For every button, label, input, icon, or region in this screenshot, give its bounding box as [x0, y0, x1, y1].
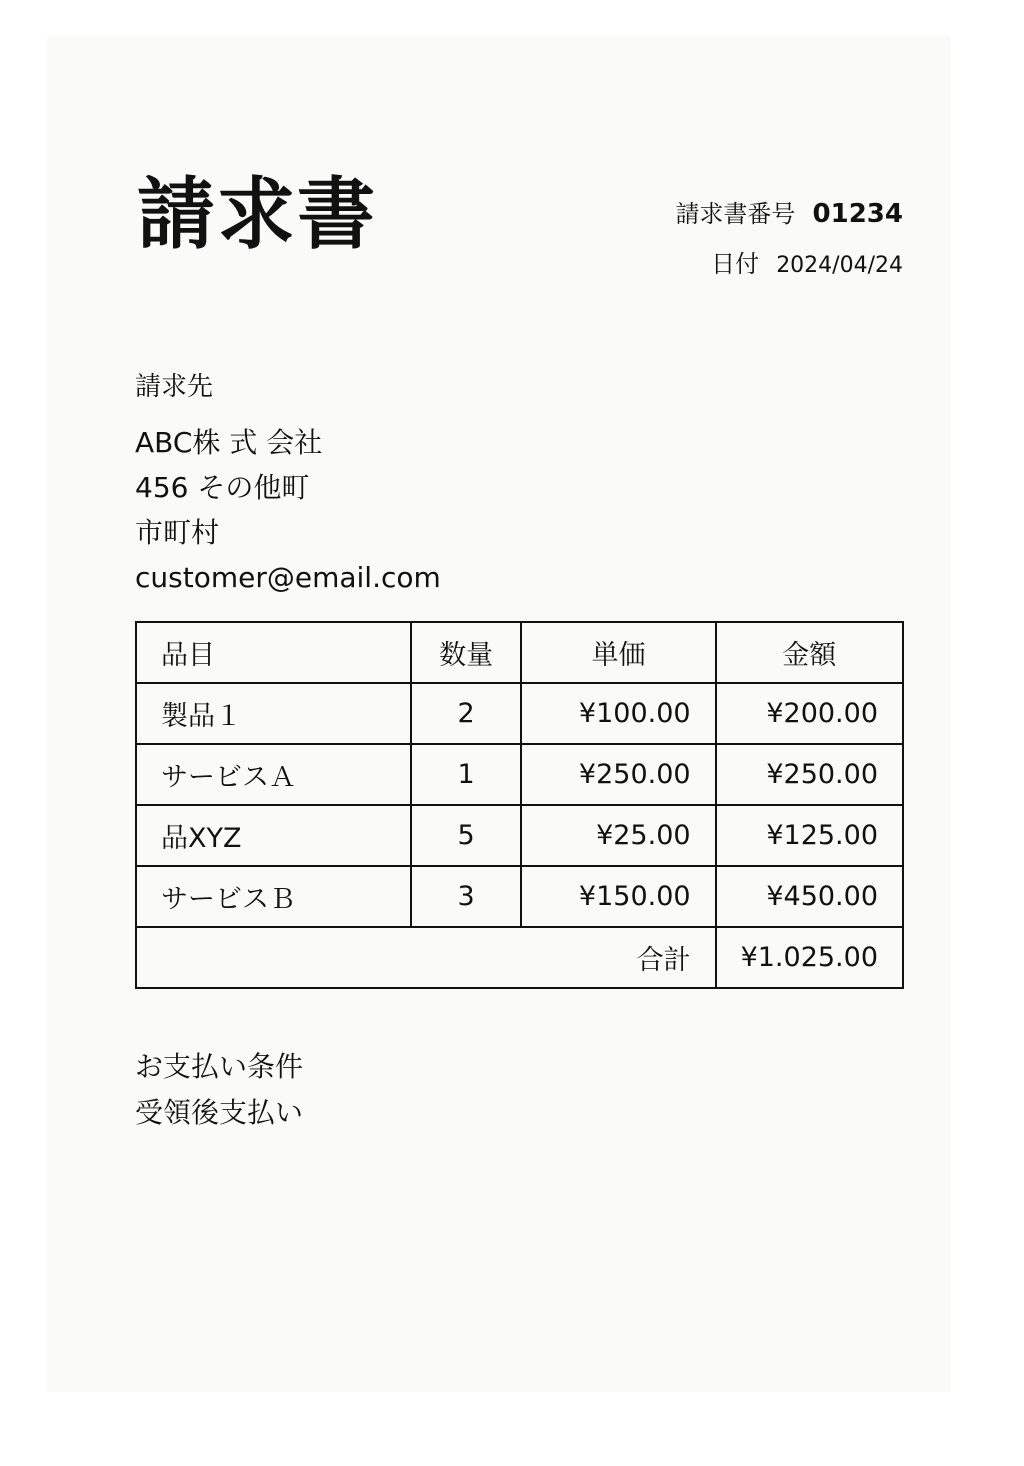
- invoice-page: [47, 36, 951, 1392]
- payment-terms-block: [135, 1044, 303, 1136]
- total-label: 合計: [136, 927, 716, 988]
- invoice-number: 01234: [812, 199, 903, 229]
- header-quantity: 数量: [411, 622, 522, 683]
- bill-to-company: ABC株 式 会社: [135, 426, 323, 459]
- table-row: [136, 744, 903, 805]
- invoice-date: 2024/04/24: [776, 253, 903, 278]
- row-unit-price: ¥250.00: [521, 744, 715, 805]
- row-item: 製品１: [136, 683, 411, 744]
- invoice-number-label: 請求書番号: [675, 200, 796, 228]
- row-unit-price: ¥150.00: [521, 866, 715, 927]
- bill-to-email: customer@email.com: [135, 561, 441, 594]
- table-header-row: [136, 622, 903, 683]
- table-row: [136, 805, 903, 866]
- row-amount: ¥125.00: [716, 805, 903, 866]
- bill-to-address: 456 その他町: [135, 471, 310, 504]
- bill-to-city: 市町村: [135, 516, 220, 549]
- payment-terms-value: 受領後支払い: [135, 1096, 304, 1129]
- bill-to-label: 請求先: [135, 372, 214, 402]
- row-item: サービスＡ: [136, 744, 411, 805]
- header-unit-price: 単価: [521, 622, 715, 683]
- row-unit-price: ¥100.00: [521, 683, 715, 744]
- invoice-date-label: 日付: [711, 250, 760, 278]
- total-row: [136, 927, 903, 988]
- row-quantity: 1: [411, 744, 522, 805]
- row-amount: ¥250.00: [716, 744, 903, 805]
- table-row: [136, 683, 903, 744]
- row-quantity: 3: [411, 866, 522, 927]
- payment-terms-label: お支払い条件: [135, 1050, 304, 1083]
- row-quantity: 2: [411, 683, 522, 744]
- row-amount: ¥200.00: [716, 683, 903, 744]
- total-value: ¥1.025.00: [716, 927, 903, 988]
- row-item: サービスＢ: [136, 866, 411, 927]
- header-item: 品目: [136, 622, 411, 683]
- bill-to-block: [135, 420, 441, 600]
- invoice-date-row: [711, 244, 903, 279]
- row-unit-price: ¥25.00: [521, 805, 715, 866]
- invoice-title: 請求書: [137, 170, 378, 260]
- items-table: [135, 621, 904, 989]
- row-quantity: 5: [411, 805, 522, 866]
- invoice-number-row: [675, 194, 903, 229]
- row-item: 品XYZ: [136, 805, 411, 866]
- header-amount: 金額: [716, 622, 903, 683]
- row-amount: ¥450.00: [716, 866, 903, 927]
- table-row: [136, 866, 903, 927]
